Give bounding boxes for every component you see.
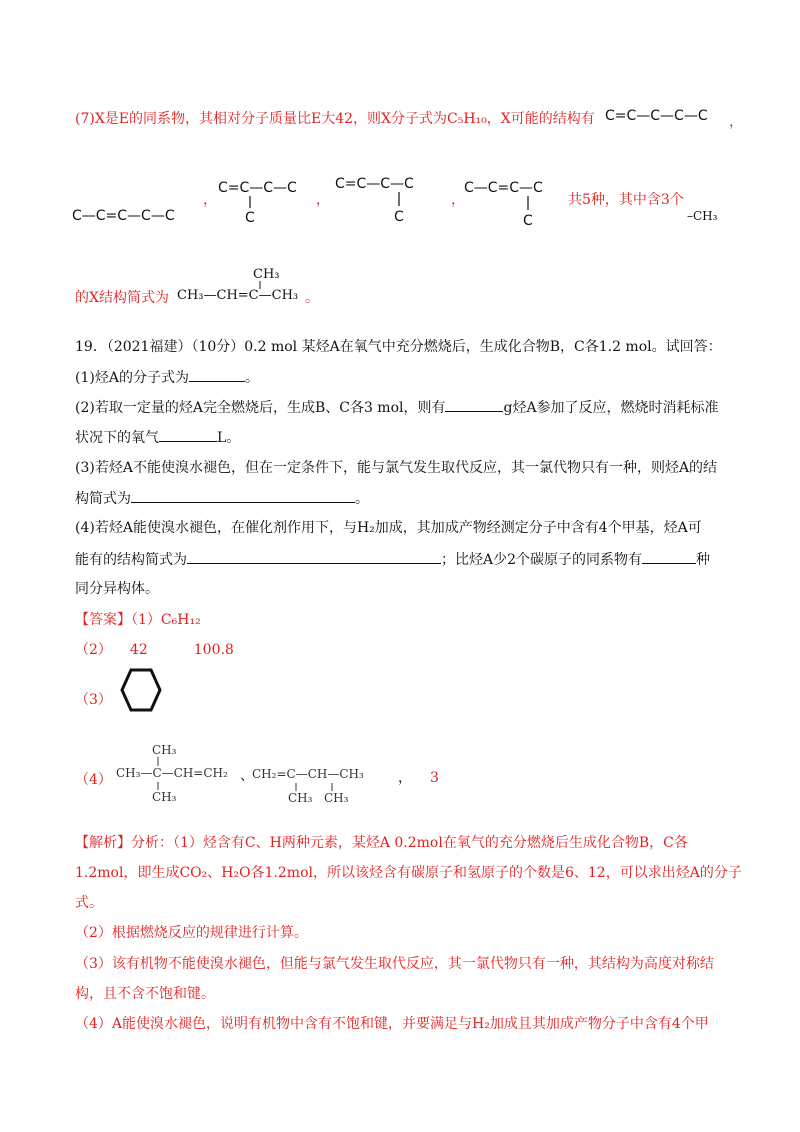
q19-p3-blank xyxy=(131,488,355,503)
x-formula-branch: CH₃ xyxy=(253,267,280,282)
cyclohexane-icon xyxy=(120,666,162,714)
a4-f1-bottom: CH₃ xyxy=(152,790,177,804)
a4-f2-main: CH₂=C—CH—CH₃ xyxy=(252,767,364,781)
structure-1-text: C=C—C—C—C xyxy=(605,108,708,124)
q19-part4c: 同分异构体。 xyxy=(75,581,159,597)
answer-2-label: （2） xyxy=(75,642,112,658)
x-structure-formula xyxy=(175,262,305,304)
sec7-comma-2: ， xyxy=(203,192,217,208)
q19-part2b xyxy=(75,427,240,448)
sec7-period: 。 xyxy=(305,290,319,306)
analysis-line3: 式。 xyxy=(75,895,103,911)
q19-p1-text: (1)烃A的分子式为 xyxy=(75,370,189,386)
structure-5 xyxy=(462,172,572,232)
answer-4-comma: ， xyxy=(398,770,412,786)
structure-4 xyxy=(333,168,448,228)
q19-part4b xyxy=(75,549,710,570)
analysis-line2: 1.2mol，即生成CO₂、H₂O各1.2mol，所以该烃含有碳原子和氢原子的个数是6、12，可以求出烃A的分子 xyxy=(75,865,742,881)
sec7-line1: (7)X是E的同系物，其相对分子质量比E大42，则X分子式为C₅H₁₀，X可能的结构有 xyxy=(75,111,595,127)
analysis-line4: （2）根据燃烧反应的规律进行计算。 xyxy=(75,925,308,941)
answer-1-value: C₆H₁₂ xyxy=(160,612,201,628)
q19-p3b-text: 构简式为 xyxy=(75,491,131,507)
analysis-line1 xyxy=(75,833,688,853)
answer-3-label: （3） xyxy=(75,692,112,708)
analysis-l1: 分析：（1）烃含有C、H两种元素，某烃A 0.2mol在氧气的充分燃烧后生成化合物B，C各 xyxy=(131,835,688,851)
analysis-tag: 【解析】 xyxy=(75,835,131,851)
q19-part1 xyxy=(75,367,259,388)
q19-p4-blank-2 xyxy=(642,549,696,564)
answer-1-label: （1） xyxy=(131,612,161,628)
analysis-line6: 构，且不含不饱和键。 xyxy=(75,986,215,1002)
answer-line2 xyxy=(75,640,234,660)
answer-4-formula-1 xyxy=(116,738,256,804)
q19-part4a: (4)若烃A能使溴水褪色，在催化剂作用下，与H₂加成，其加成产物经测定分子中含有4个甲基，烃A可 xyxy=(75,520,702,536)
structure-4-branch: C xyxy=(394,209,404,225)
q19-p4d-text: 种 xyxy=(696,552,711,568)
answer-line1 xyxy=(75,610,201,630)
q19-p2b-text: g烃A参加了反应，燃烧时消耗标准 xyxy=(503,400,719,416)
q19-p2d-text: L。 xyxy=(217,430,241,446)
structure-3-main: C=C—C—C xyxy=(218,180,297,196)
answer-4-formula-2 xyxy=(252,760,392,806)
structure-2 xyxy=(70,200,205,230)
answer-2-value-1: 42 xyxy=(129,642,148,658)
q19-part3b xyxy=(75,488,369,509)
answer-4-label: （4） xyxy=(75,772,112,788)
answer-4-separator: 、 xyxy=(240,768,254,784)
structure-4-main: C=C—C—C xyxy=(335,176,414,192)
q19-p2c-text: 状况下的氧气 xyxy=(75,430,159,446)
q19-p4c-text: ；比烃A少2个碳原子的同系物有 xyxy=(441,552,643,568)
a4-f2-branch-2: CH₃ xyxy=(324,791,349,805)
sec7-comma-4: ， xyxy=(451,192,465,208)
answer-4-count: 3 xyxy=(430,770,439,786)
answer-tag: 【答案】 xyxy=(75,612,131,628)
structure-3 xyxy=(216,172,316,227)
sec7-line3: 的X结构简式为 xyxy=(75,290,169,306)
sec7-methyl: –CH₃ xyxy=(687,209,718,223)
q19-p2a-text: (2)若取一定量的烃A完全燃烧后，生成B、C各3 mol，则有 xyxy=(75,400,446,416)
structure-3-branch: C xyxy=(245,210,255,226)
structure-1 xyxy=(603,100,728,130)
analysis-line5: （3）该有机物不能使溴水褪色，但能与氯气发生取代反应，其一氯代物只有一种，其结构为高度对称结 xyxy=(75,956,714,972)
q19-header: 19．（2021福建）（10分）0.2 mol 某烃A在氧气中充分燃烧后，生成化合物B，C各1.2 mol。试回答： xyxy=(75,339,722,355)
structure-5-branch: C xyxy=(523,213,533,229)
q19-p3-end: 。 xyxy=(355,491,369,507)
a4-f2-branch-1: CH₃ xyxy=(288,791,313,805)
q19-p2-blank-2 xyxy=(159,427,217,442)
sec7-comma-3: ， xyxy=(316,192,330,208)
structure-5-main: C—C=C—C xyxy=(464,180,543,196)
q19-part2a xyxy=(75,397,719,418)
sec7-comma-1: ， xyxy=(729,114,743,130)
a4-f1-main: CH₃—C—CH=CH₂ xyxy=(116,766,228,780)
analysis-line7: （4）A能使溴水褪色，说明有机物中含有不饱和键，并要满足与H₂加成且其加成产物分子中含有4个甲 xyxy=(75,1016,709,1032)
q19-p4b-text: 能有的结构简式为 xyxy=(75,552,187,568)
q19-p1-blank xyxy=(189,367,245,382)
q19-p4-blank-1 xyxy=(187,549,441,564)
sec7-tail: 共5种，其中含3个 xyxy=(568,192,684,208)
x-formula-main: CH₃—CH=C—CH₃ xyxy=(177,288,299,303)
q19-part3a: (3)若烃A不能使溴水褪色，但在一定条件下，能与氯气发生取代反应，其一氯代物只有一种，则烃A的结 xyxy=(75,460,718,476)
q19-p2-blank-1 xyxy=(445,397,503,412)
a4-f1-top: CH₃ xyxy=(152,743,177,757)
answer-2-value-2: 100.8 xyxy=(193,642,234,658)
structure-2-text: C—C=C—C—C xyxy=(72,208,175,224)
q19-p1-end: 。 xyxy=(244,370,259,386)
